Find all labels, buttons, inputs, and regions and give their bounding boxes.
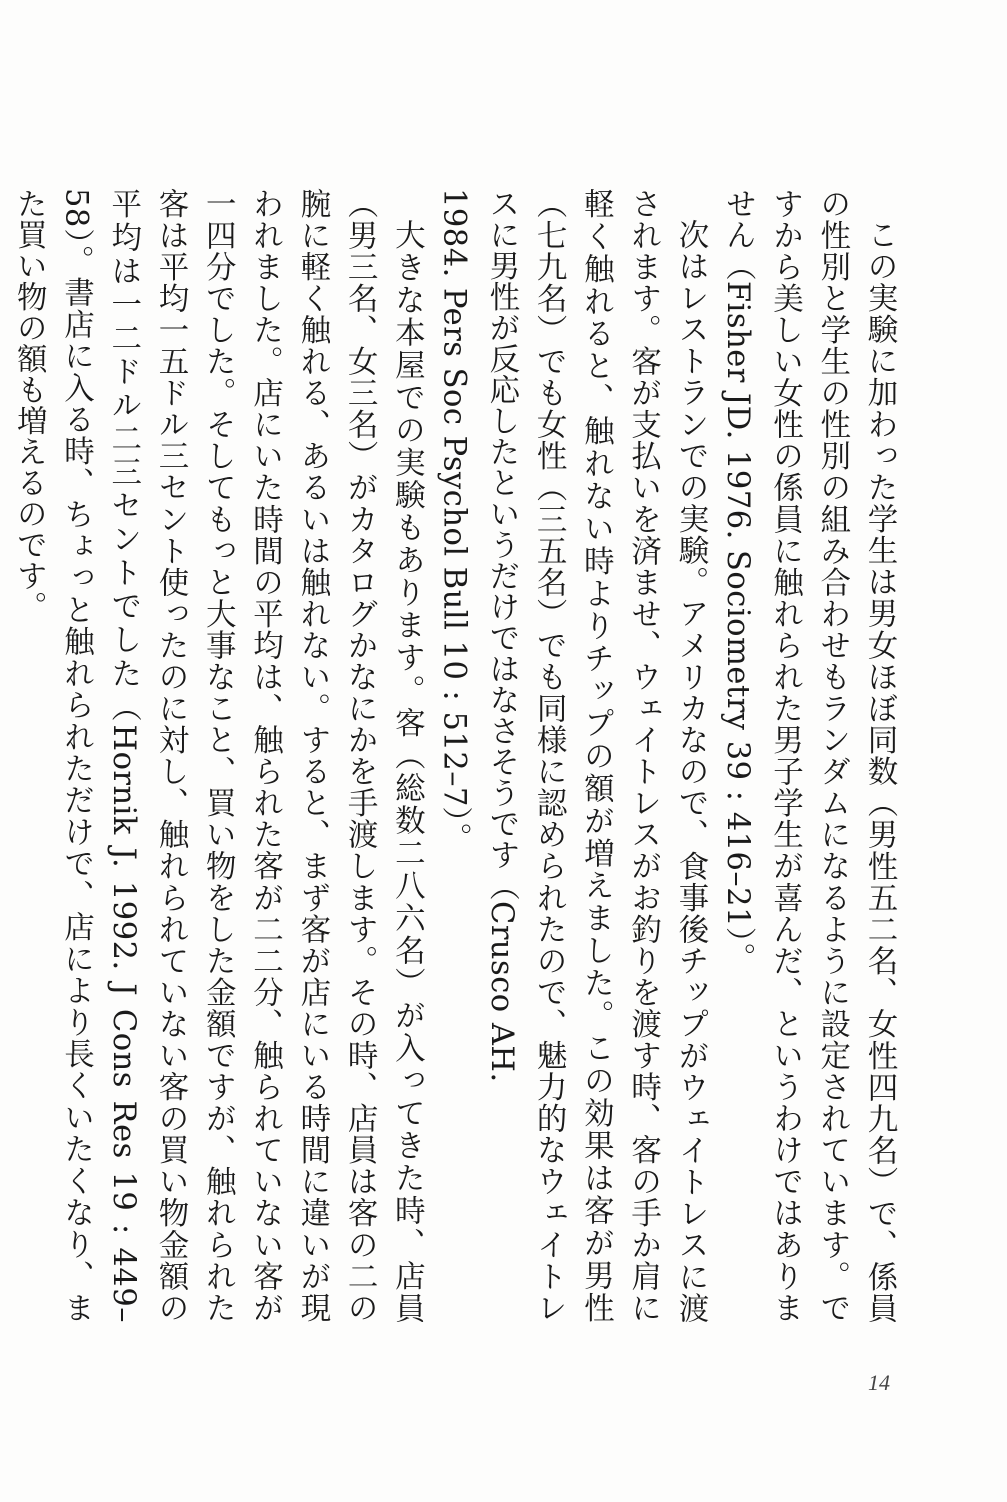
page-number: 14 [868,1370,890,1395]
paragraph-3: 大きな本屋での実験もあります。客（総数二八六名）が入ってきた時、店員（男三名、女三名）がカタログかなにかを手渡します。その時、店員は客の二の腕に軽く触れる、あるいは触れない。すると、まず客が店にいる時間に違いが現われました。店にいた時間の平均は、触られた客が二二分、触られていない客が一四分でした。そしてもっと大事なこと、買い物をした金額ですが、触れられた客は平均一五ドル三セント使ったのに対し、触れられていない客の買い物金額の平均は一二ドル二三セントでした（Hornik J. 1992. J Cons Res 19 : 449–58）。書店に入る時、ちょっと触れられただけで、店により長くいたくなり、また買い物の額も増えるのです。 [11,188,425,1323]
paragraph-1: この実験に加わった学生は男女ほぼ同数（男性五二名、女性四九名）で、係員の性別と学生の性別の組み合わせもランダムになるように設定されています。ですから美しい女性の係員に触れられた男子学生が喜んだ、というわけではありません（Fisher JD. 1976. Sociometry 39 : 416–21）。 [720,188,897,1323]
paragraph-2: 次はレストランでの実験。アメリカなので、食事後チップがウェイトレスに渡されます。客が支払いを済ませ、ウェイトレスがお釣りを渡す時、客の手か肩に軽く触れると、触れない時よりチップの額が増えました。この効果は客が男性（七九名）でも女性（三五名）でも同様に認められたので、魅力的なウェイトレスに男性が反応したというだけではなさそうです（Crusco AH. [483,188,708,1323]
paragraph-2-citation-continuation: 1984. Pers Soc Psychol Bull 10 : 512–7）。 [436,188,472,854]
paragraph-4 [0,188,5,1323]
vertical-text-body [11,188,903,1323]
